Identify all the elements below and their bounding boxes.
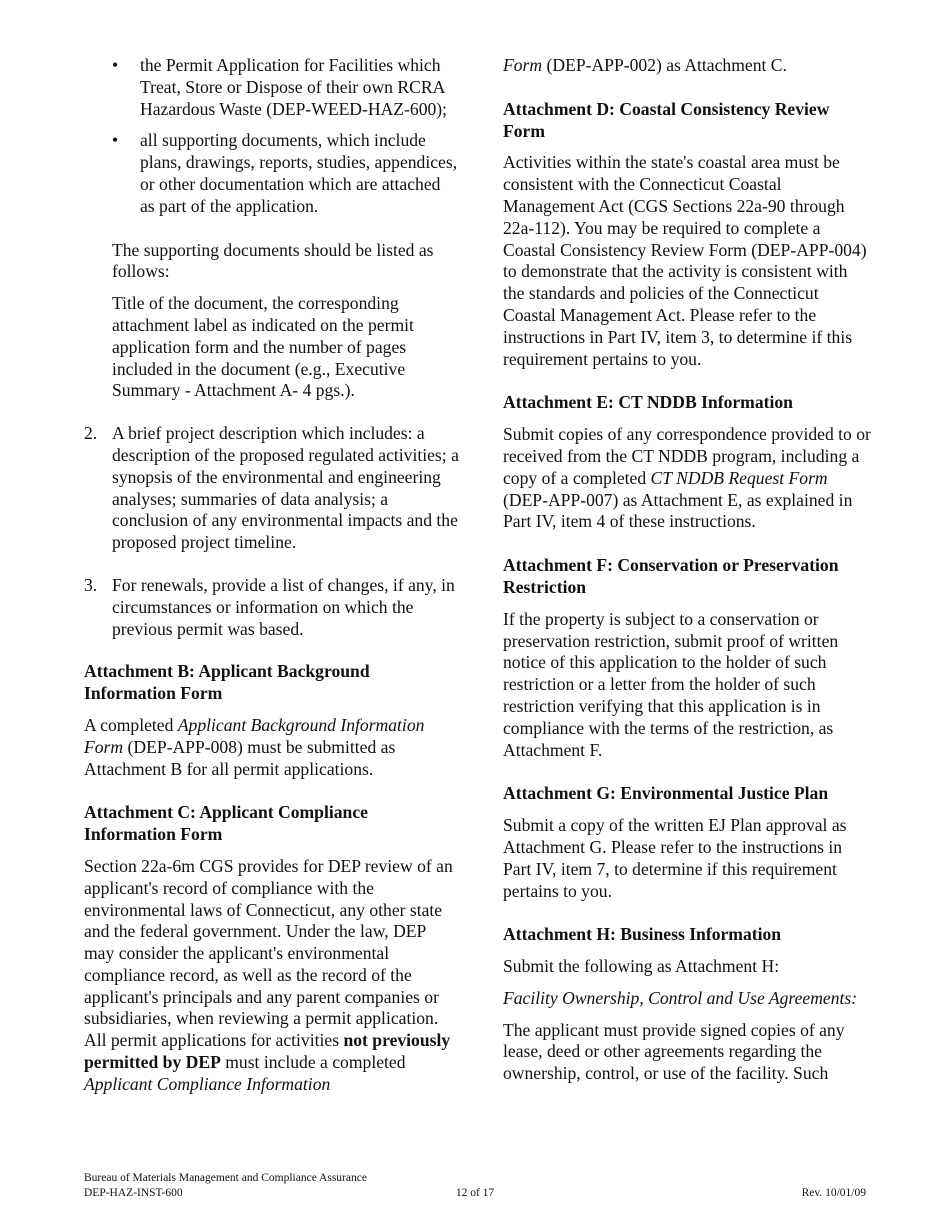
- footer-page-number: 12 of 17: [455, 1187, 495, 1199]
- attachment-h-heading: Attachment H: Business Information: [503, 924, 782, 945]
- form-name: Applicant Background Information Form: [84, 714, 425, 757]
- form-name: Applicant Compliance Information: [84, 1073, 331, 1094]
- text-run: (DEP-APP-002) as Attachment C.: [542, 55, 787, 75]
- page-footer: [84, 1171, 866, 1201]
- item-text: A brief project description which includes: a description of the proposed regulated activities; a synopsis of the environmental and engineering analyses; summaries of data analysis; a conclusion of any environmental impacts and the proposed project timeline.: [112, 423, 459, 553]
- right-column: [503, 55, 873, 1095]
- left-column: [84, 55, 459, 1106]
- attachment-e-heading: Attachment E: CT NDDB Information: [503, 392, 793, 413]
- attachment-c-text: [84, 856, 459, 1096]
- attachment-h-intro: Submit the following as Attachment H:: [503, 956, 780, 977]
- item-number: 2.: [84, 423, 98, 444]
- supporting-intro: The supporting documents should be listed as follows:: [112, 239, 434, 282]
- numbered-item: [84, 423, 459, 554]
- attachment-g-text: Submit a copy of the written EJ Plan approval as Attachment G. Please refer to the instructions in Part IV, item 7, to determine if this requirement pertains to you.: [503, 815, 847, 901]
- attachment-b-text: [84, 715, 459, 780]
- form-name: CT NDDB Request Form: [650, 467, 828, 488]
- attachment-h-text: The applicant must provide signed copies of any lease, deed or other agreements regarding the ownership, control, or use of the facility. Such: [503, 1019, 845, 1084]
- emphasis-text: not previously permitted by DEP: [84, 1030, 451, 1073]
- footer-bureau: Bureau of Materials Management and Compliance Assurance: [84, 1172, 367, 1184]
- attachment-g-heading: Attachment G: Environmental Justice Plan: [503, 783, 829, 804]
- form-name: Form: [503, 55, 543, 75]
- item-number: 3.: [84, 574, 98, 595]
- footer-row: [84, 1171, 866, 1186]
- bullet-item: • the Permit Application for Facilities which Treat, Store or Dispose of their own RCRA Hazardous Waste (DEP-WEED-HAZ-600);: [140, 55, 459, 120]
- attachment-f-heading: Attachment F: Conservation or Preservation Restriction: [503, 555, 839, 597]
- numbered-item: [84, 574, 459, 640]
- subheading-text: Facility Ownership, Control and Use Agreements:: [503, 987, 858, 1008]
- footer-revision: Rev. 10/01/09: [801, 1187, 866, 1199]
- attachment-d-text: Activities within the state's coastal area must be consistent with the Connecticut Coastal Management Act (CGS Sections 22a-90 through 22a-112). You may be required to complete a Coastal Consistency Review Form (DEP-APP-004) to demonstrate that the activity is consistent with the standards and policies of the Connecticut Coastal Management Act. Please refer to the instructions in Part IV, item 3, to determine if this requirement pertains to you.: [503, 152, 867, 369]
- attachment-c-continued: [503, 55, 873, 77]
- text-run: (DEP-APP-007) as Attachment E, as explained in Part IV, item 4 of these instructions.: [503, 489, 853, 532]
- bullet-item: • all supporting documents, which include plans, drawings, reports, studies, appendices, or other documentation which are attached as part of the application.: [140, 130, 459, 217]
- attachment-e-text: [503, 424, 873, 533]
- text-run: Section 22a-6m CGS provides for DEP review of an applicant's record of compliance with the environmental laws of Connecticut, any other state and the federal government. Under the law, DEP may consider the applicant's environmental compliance record, as well as the record of the applicant's principals and any parent companies or subsidiaries, when reviewing a permit application. All permit applications for activities: [84, 855, 453, 1051]
- footer-doc-id: DEP-HAZ-INST-600: [84, 1187, 183, 1199]
- attachment-f-text: If the property is subject to a conservation or preservation restriction, submit proof of written notice of this application to the holder of such restriction or a letter from the holder of such restriction verifying that this application is in compliance with the terms of the restriction, as Attachment F.: [503, 608, 839, 760]
- footer-row: [84, 1186, 866, 1201]
- bullet-list: [84, 55, 459, 218]
- numbered-list: [84, 423, 459, 640]
- supporting-detail: Title of the document, the corresponding attachment label as indicated on the permit application form and the number of pages included in the document (e.g., Executive Summary - Attachment A- 4 pgs.).: [112, 293, 414, 401]
- text-run: Submit copies of any correspondence provided to or received from the CT NDDB program, including a copy of a completed: [503, 424, 871, 488]
- text-run: (DEP-APP-008) must be submitted as Attachment B for all permit applications.: [84, 736, 396, 779]
- attachment-b-heading: Attachment B: Applicant Background Information Form: [84, 661, 370, 704]
- attachment-c-heading: Attachment C: Applicant Compliance Information Form: [84, 802, 368, 845]
- text-run: must include a completed: [220, 1052, 406, 1073]
- text-run: A completed: [84, 714, 178, 735]
- item-text: For renewals, provide a list of changes, if any, in circumstances or information on which the previous permit was based.: [112, 574, 455, 639]
- attachment-h-subhead: [503, 988, 873, 1010]
- attachment-d-heading: Attachment D: Coastal Consistency Review Form: [503, 98, 830, 141]
